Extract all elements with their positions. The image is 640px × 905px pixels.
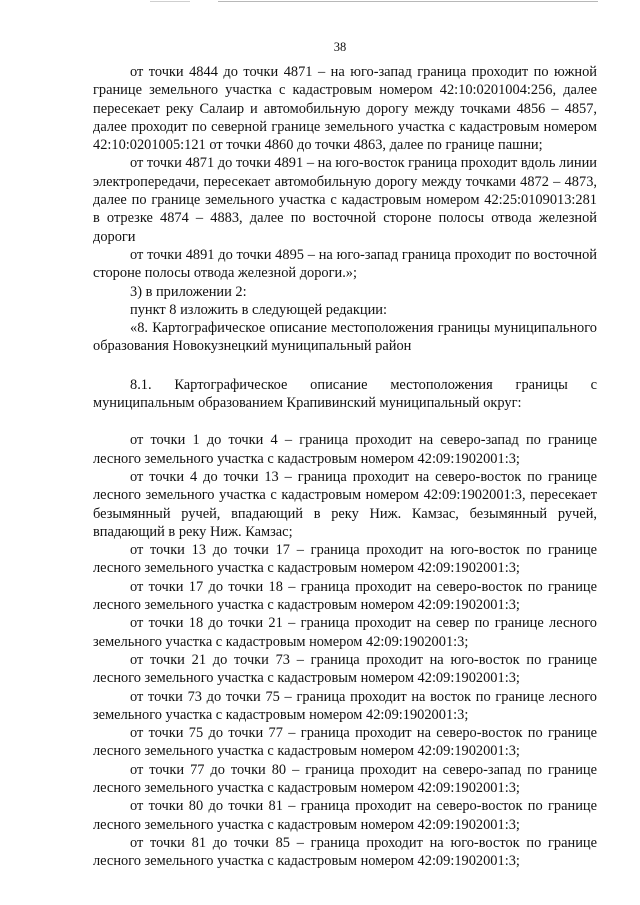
scan-edge-line — [150, 1, 190, 2]
paragraph: от точки 18 до точки 21 – граница проходит на север по границе лесного земельного участка с кадастровым номером 42:09:1902001:3; — [93, 615, 597, 650]
scan-edge-line — [218, 1, 598, 2]
paragraph: от точки 21 до точки 73 – граница проходит на юго-восток по границе лесного земельного участка с кадастровым номером 42:09:1902001:3; — [93, 651, 597, 687]
spacer — [93, 412, 597, 431]
paragraph: от точки 4871 до точки 4891 – на юго-восток граница проходит вдоль линии электропередачи, пересекает автомобильную дорогу между точками 4872 – 4873, далее по границе земельного участка с кадастровым номером 42:25:0109013:281 в отрезке 4874 – 4883, далее по восточной стороне полосы отвода железной дороги — [93, 155, 597, 245]
spacer — [93, 356, 597, 376]
paragraph: от точки 17 до точки 18 – граница проходит на северо-восток по границе лесного земельного участка с кадастровым номером 42:09:1902001:3; — [93, 578, 597, 614]
paragraph: от точки 80 до точки 81 – граница проходит на северо-восток по границе лесного земельного участка с кадастровым номером 42:09:1902001:3; — [93, 798, 597, 833]
paragraph: «8. Картографическое описание местоположения границы муниципального образования Новокузнецкий муниципальный район — [93, 320, 597, 355]
paragraph: от точки 4844 до точки 4871 – на юго-запад граница проходит по южной границе земельного участка с кадастровым номером 42:10:0201004:256, далее пересекает реку Салаир и автомобильную дорогу между точками 4856 – 4857, далее проходит по северной границе земельного участка с кадастровым номером 42:10:0201005:121 от точки 4860 до точки 4863, далее по границе пашни; — [93, 64, 597, 154]
document-body — [93, 63, 597, 870]
paragraph: от точки 73 до точки 75 – граница проходит на восток по границе лесного земельного участка с кадастровым номером 42:09:1902001:3; — [93, 688, 597, 723]
section-heading: 8.1. Картографическое описание местоположения границы с муниципальным образованием Крапивинский муниципальный округ: — [93, 376, 597, 412]
paragraph: от точки 75 до точки 77 – граница проходит на северо-восток по границе лесного земельного участка с кадастровым номером 42:09:1902001:3; — [93, 725, 597, 760]
paragraph: от точки 1 до точки 4 – граница проходит на северо-запад по границе лесного земельного участка с кадастровым номером 42:09:1902001:3; — [93, 432, 597, 467]
paragraph: от точки 77 до точки 80 – граница проходит на северо-запад по границе лесного земельного участка с кадастровым номером 42:09:1902001:3; — [93, 761, 597, 796]
paragraph: от точки 4891 до точки 4895 – на юго-запад граница проходит по восточной стороне полосы отвода железной дороги.»; — [93, 246, 597, 282]
page-number: 38 — [333, 40, 347, 54]
paragraph: от точки 13 до точки 17 – граница проходит на юго-восток по границе лесного земельного участка с кадастровым номером 42:09:1902001:3; — [93, 542, 597, 577]
paragraph: 3) в приложении 2: — [130, 283, 247, 300]
paragraph: от точки 4 до точки 13 – граница проходит на северо-восток по границе лесного земельного участка с кадастровым номером 42:09:1902001:3, пересекает безымянный ручей, впадающий в реку Ниж. Камзас, безымянный ручей, впадающий в реку Ниж. Камзас; — [93, 468, 597, 540]
paragraph: пункт 8 изложить в следующей редакции: — [130, 301, 387, 318]
paragraph: от точки 81 до точки 85 – граница проходит на юго-восток по границе лесного земельного участка с кадастровым номером 42:09:1902001:3; — [93, 834, 597, 870]
